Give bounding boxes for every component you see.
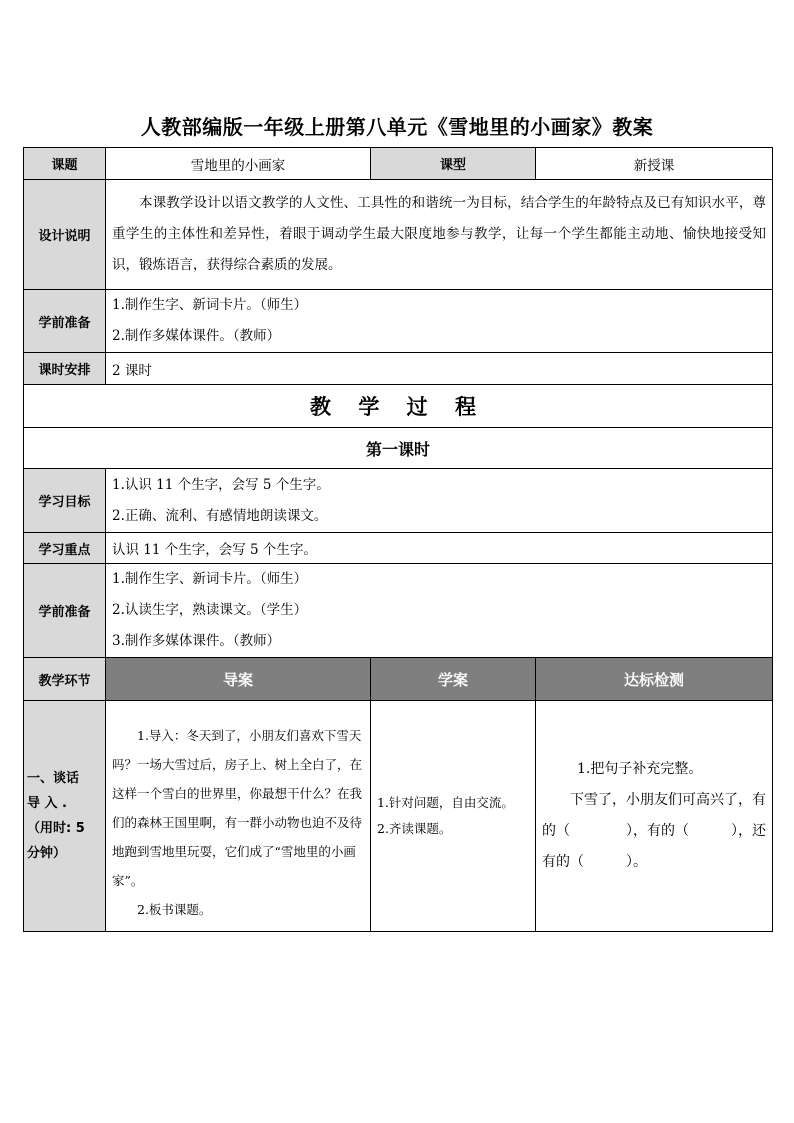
prep-row [24,290,773,353]
stage1-label-line: 导 入 . [27,796,67,811]
guide-paragraph: 2.板书课题。 [137,902,212,917]
lesson-type-value: 新授课 [536,148,773,180]
columns-header-row [24,658,773,701]
guide-column-header: 导案 [106,658,371,701]
lesson-type-label: 课型 [371,148,536,180]
check-item: 1.把句子补充完整。 [577,761,703,777]
prep-label: 学前准备 [24,290,106,353]
prep2-row [24,564,773,658]
study-item: 2.齐读课题。 [377,821,452,836]
stage1-check [536,701,773,932]
check-item: 下雪了，小朋友们可高兴了，有的（ ），有的（ ），还有的（ ）。 [542,792,767,870]
stage-column-header: 教学环节 [24,658,106,701]
process-heading: 教 学 过 程 [24,385,773,428]
stage1-guide [106,701,371,932]
prep2-item: 1.制作生字、新词卡片。（师生） [112,571,308,587]
lesson-heading: 第一课时 [24,428,773,469]
stage1-label-line: 一、谈话 [27,771,80,786]
design-row [24,180,773,290]
design-text: 本课教学设计以语文教学的人文性、工具性的和谐统一为目标，结合学生的年龄特点及已有知识水平，尊重学生的主体性和差异性，着眼于调动学生最大限度地参与教学，让每一个学生都能主动地、愉快地接受知识，锻炼语言，获得综合素质的发展。 [106,180,773,290]
prep2-items [106,564,773,658]
hours-value: 2 课时 [106,353,773,385]
focus-value: 认识 11 个生字，会写 5 个生字。 [106,533,773,564]
stage1-label [24,701,106,932]
prep2-label: 学前准备 [24,564,106,658]
stage1-row [24,701,773,932]
process-heading-row [24,385,773,428]
prep-item: 2.制作多媒体课件。（教师） [112,328,281,344]
stage1-study [371,701,536,932]
topic-label: 课题 [24,148,106,180]
goals-items [106,469,773,533]
document-title: 人教部编版一年级上册第八单元《雪地里的小画家》教案 [140,115,654,139]
hours-row [24,353,773,385]
guide-paragraph: 1.导入：冬天到了，小朋友们喜欢下雪天吗？一场大雪过后，房子上、树上全白了，在这样一个雪白的世界里，你最想干什么？在我们的森林王国里啊，有一群小动物也迫不及待地跑到雪地里玩耍，它们成了“雪地里的小画家”。 [112,728,363,888]
check-column-header: 达标检测 [536,658,773,701]
study-item: 1.针对问题，自由交流。 [377,795,514,810]
goal-item: 2.正确、流利、有感情地朗读课文。 [112,507,328,524]
stage1-label-line: （用时: 5 [27,821,85,836]
goals-label: 学习目标 [24,469,106,533]
design-label: 设计说明 [24,180,106,290]
prep-item: 1.制作生字、新词卡片。（师生） [112,297,308,313]
topic-row [24,148,773,180]
lesson-plan-table [23,147,773,932]
goals-row [24,469,773,533]
prep2-item: 2.认读生字，熟读课文。（学生） [112,602,308,618]
focus-label: 学习重点 [24,533,106,564]
study-column-header: 学案 [371,658,536,701]
topic-value: 雪地里的小画家 [106,148,371,180]
goal-item: 1.认识 11 个生字，会写 5 个生字。 [112,476,330,493]
focus-row [24,533,773,564]
hours-label: 课时安排 [24,353,106,385]
lesson-heading-row [24,428,773,469]
stage1-label-line: 分钟） [27,846,67,861]
prep2-item: 3.制作多媒体课件。（教师） [112,633,281,649]
prep-items [106,290,773,353]
